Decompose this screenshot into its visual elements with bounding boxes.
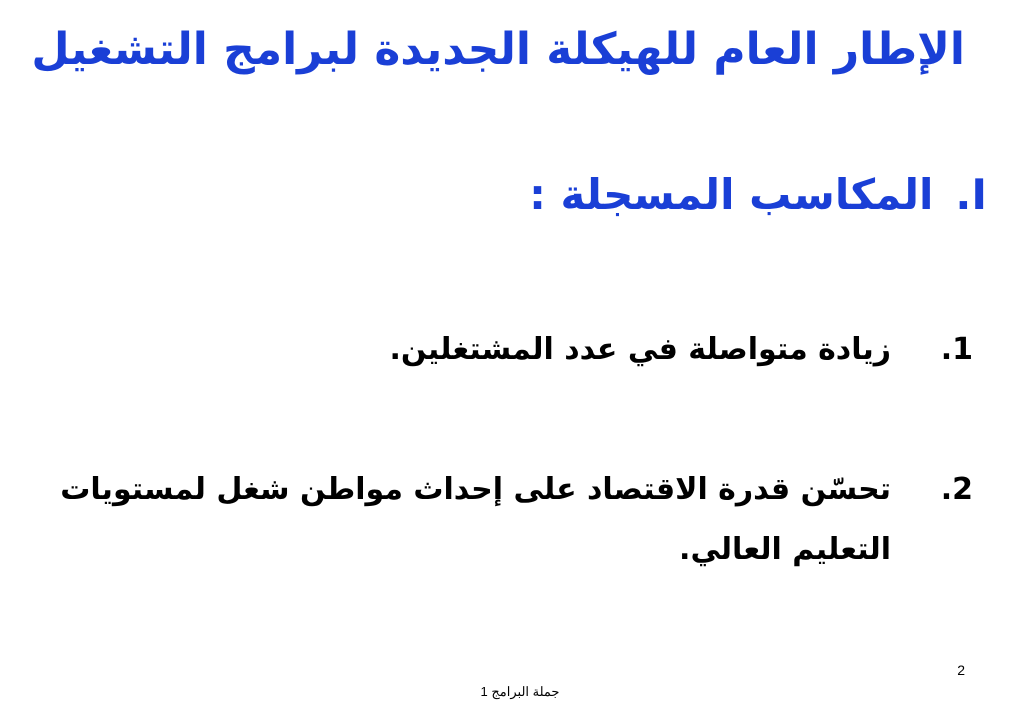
page-number: 2: [957, 662, 965, 678]
section-marker: I.: [955, 170, 987, 219]
footer-text: جملة البرامج 1: [480, 684, 560, 699]
list-item-number: 2.: [940, 472, 973, 507]
section-heading-text: المكاسب المسجلة :: [529, 170, 934, 219]
section-heading: [387, 160, 987, 230]
slide-title: الإطار العام للهيكلة الجديدة لبرامج التشغيل: [31, 24, 965, 75]
list-item: [43, 460, 973, 580]
list-item-text: تحسّن قدرة الاقتصاد على إحداث مواطن شغل لمستويات التعليم العالي.: [60, 472, 891, 567]
list-item-text: زيادة متواصلة في عدد المشتغلين.: [389, 332, 891, 367]
list-item: [353, 320, 973, 380]
list-item-number: 1.: [940, 332, 973, 367]
